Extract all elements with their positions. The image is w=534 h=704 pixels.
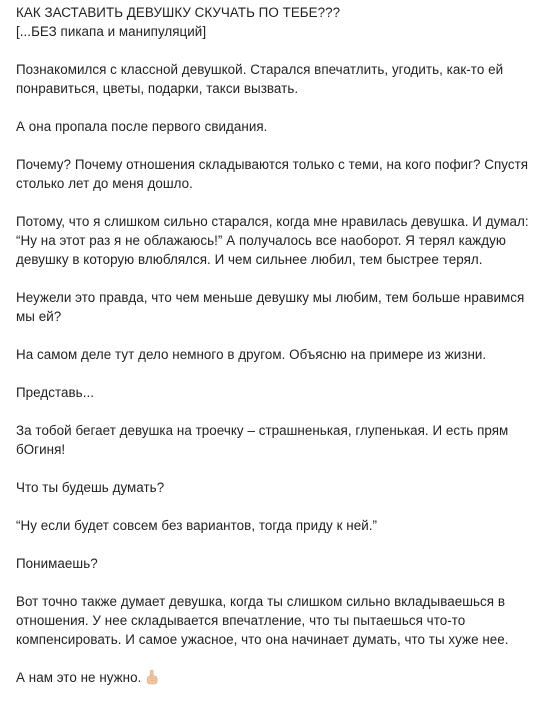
- paragraph-line: На самом деле тут дело немного в другом. Объясню на примере из жизни.: [16, 347, 487, 362]
- paragraph-line: Представь...: [16, 385, 95, 400]
- post-subtitle: [...БЕЗ пикапа и манипуляций]: [16, 24, 207, 39]
- paragraph-line: А она пропала после первого свидания.: [16, 119, 268, 134]
- paragraph-line: бОгиня!: [16, 442, 66, 457]
- pointing-up-hand-emoji-icon: [145, 669, 159, 685]
- paragraph-line: “Ну на этот раз я не облажаюсь!” А получалось все наоборот. Я терял каждую: [16, 233, 506, 248]
- paragraph-line: компенсировать. И самое ужасное, что она начинает думать, что ты хуже нее.: [16, 632, 509, 647]
- paragraph-line-last: [16, 669, 159, 687]
- post-title: КАК ЗАСТАВИТЬ ДЕВУШКУ СКУЧАТЬ ПО ТЕБЕ???: [16, 5, 341, 20]
- paragraph-line: девушку в которую влюблялся. И чем сильнее любил, тем быстрее терял.: [16, 252, 483, 267]
- paragraph-line: отношения. У нее складывается впечатление, что ты пытаешься что-то: [16, 613, 466, 628]
- paragraph-line: А нам это не нужно.: [16, 670, 142, 685]
- paragraph-line: Неужели это правда, что чем меньше девушку мы любим, тем больше нравимся: [16, 290, 525, 305]
- paragraph-line: мы ей?: [16, 309, 62, 324]
- paragraph-line: Что ты будешь думать?: [16, 480, 165, 495]
- paragraph-line: Почему? Почему отношения складываются только с теми, на кого пофиг? Спустя: [16, 157, 529, 172]
- paragraph-line: столько лет до меня дошло.: [16, 176, 193, 191]
- paragraph-line: За тобой бегает девушка на троечку – страшненькая, глупенькая. И есть прям: [16, 423, 509, 438]
- paragraph-line: понравиться, цветы, подарки, такси вызвать.: [16, 81, 299, 96]
- paragraph-line: Понимаешь?: [16, 556, 98, 571]
- paragraph-line: “Ну если будет совсем без вариантов, тогда приду к ней.”: [16, 518, 377, 533]
- paragraph-line: Вот точно также думает девушка, когда ты слишком сильно вкладываешься в: [16, 594, 506, 609]
- paragraph-line: Познакомился с классной девушкой. Старался впечатлить, угодить, как-то ей: [16, 62, 504, 77]
- paragraph-line: Потому, что я слишком сильно старался, когда мне нравилась девушка. И думал:: [16, 214, 529, 229]
